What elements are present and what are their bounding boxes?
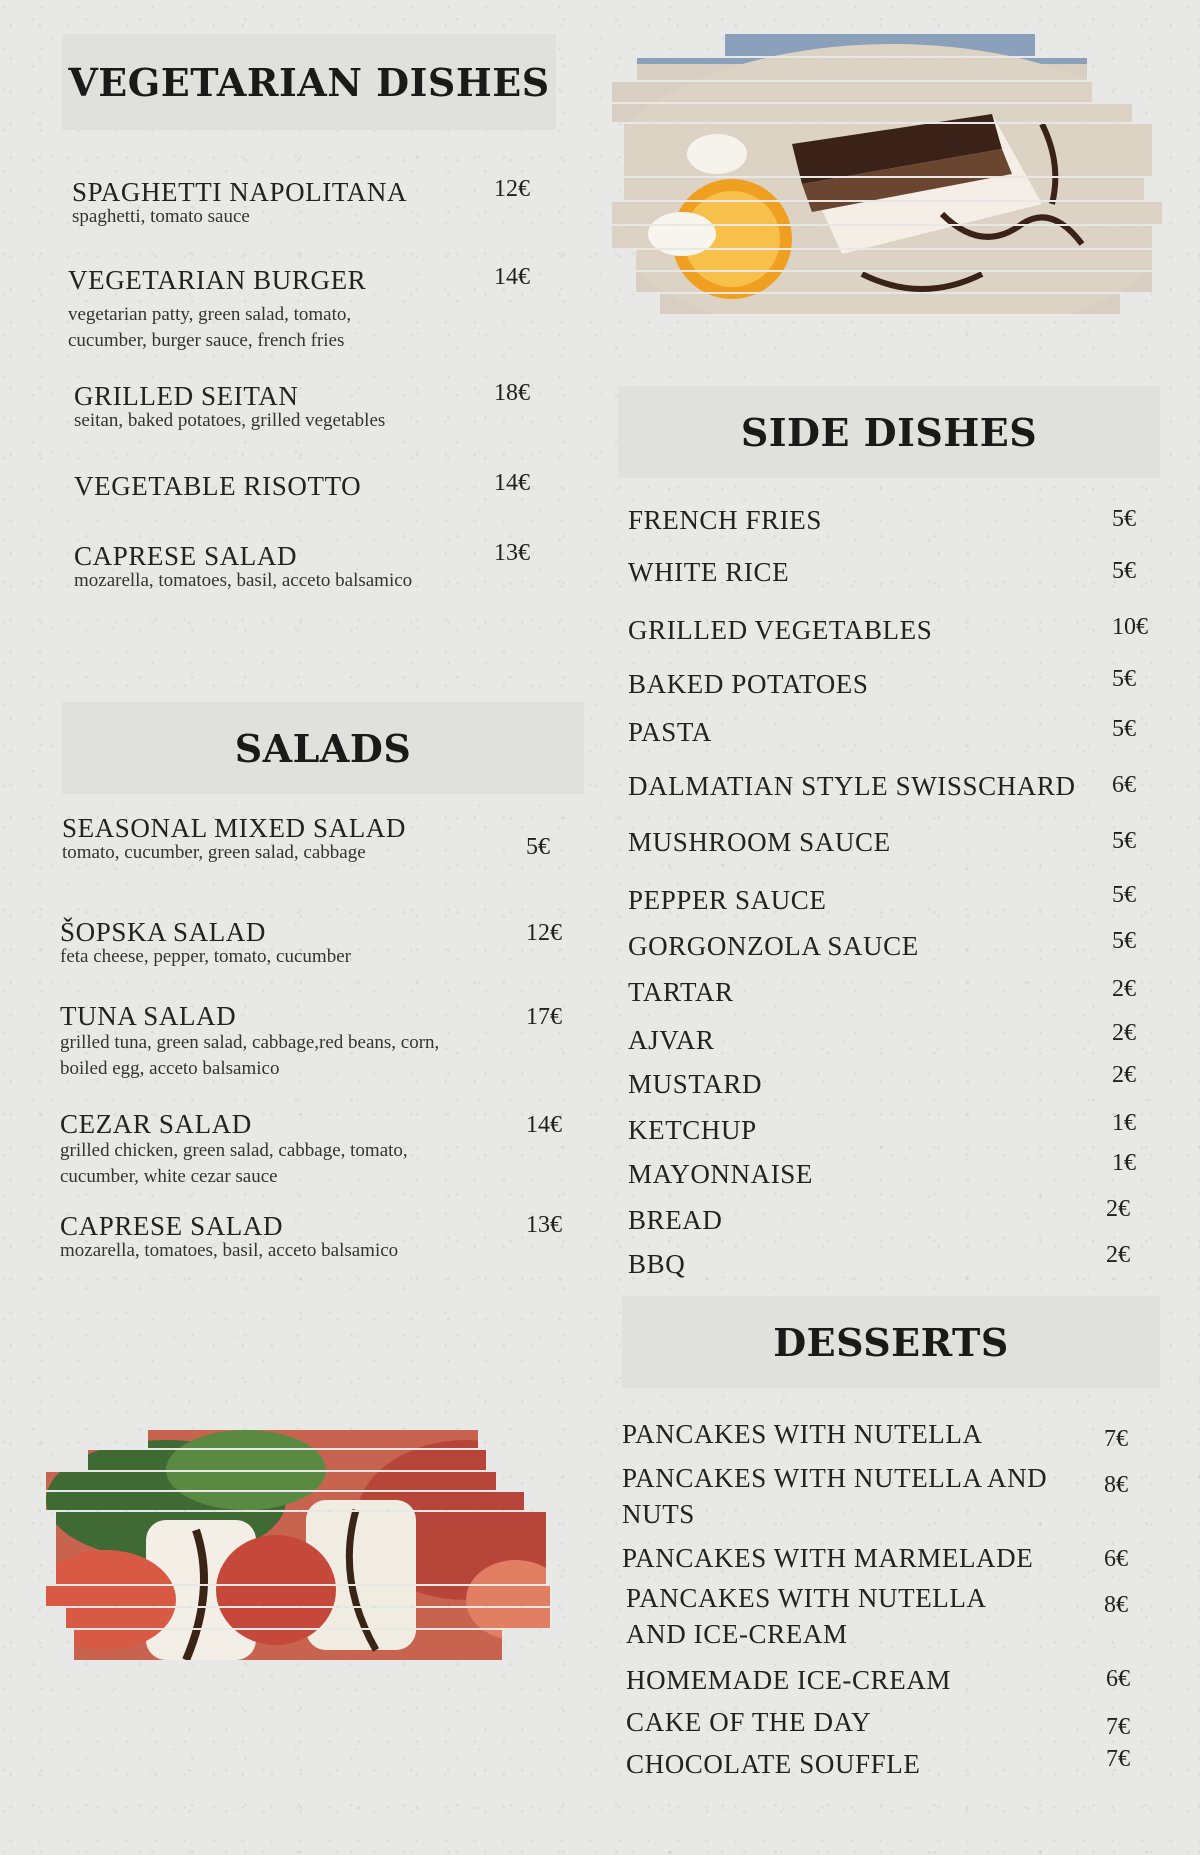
side-item: PASTA	[628, 717, 712, 747]
salad-price-cezar: 14€	[526, 1112, 562, 1138]
salads-title: SALADS	[62, 702, 584, 794]
vegetarian-price-burger: 14€	[494, 264, 530, 290]
dessert-price: 6€	[1106, 1666, 1130, 1692]
vegetarian-price-seitan: 18€	[494, 380, 530, 406]
side-item: WHITE RICE	[628, 557, 790, 587]
caprese-salad-photo	[46, 1430, 550, 1664]
dessert-price: 6€	[1104, 1546, 1128, 1572]
side-price: 2€	[1112, 976, 1136, 1002]
side-item: DALMATIAN STYLE SWISSCHARD	[628, 771, 1076, 801]
dessert-price: 7€	[1106, 1714, 1130, 1740]
side-item: KETCHUP	[628, 1115, 757, 1145]
vegetarian-item-burger: VEGETARIAN BURGER vegetarian patty, green salad, tomato, cucumber, burger sauce, french fries	[68, 265, 367, 351]
vegetarian-item-seitan: GRILLED SEITAN seitan, baked potatoes, grilled vegetables	[74, 381, 386, 431]
side-price: 5€	[1112, 558, 1136, 584]
salad-item-cezar: CEZAR SALAD grilled chicken, green salad, cabbage, tomato, cucumber, white cezar sauce	[60, 1109, 408, 1187]
side-price: 5€	[1112, 882, 1136, 908]
side-price: 5€	[1112, 506, 1136, 532]
dessert-item: CAKE OF THE DAY	[626, 1707, 872, 1737]
salad-price-sopska: 12€	[526, 920, 562, 946]
salad-item-seasonal: SEASONAL MIXED SALAD tomato, cucumber, green salad, cabbage	[62, 813, 407, 863]
chocolate-cake-photo	[612, 34, 1162, 330]
dessert-item: PANCAKES WITH NUTELLA	[622, 1419, 983, 1449]
side-item: TARTAR	[628, 977, 734, 1007]
side-item: MUSTARD	[628, 1069, 763, 1099]
side-item: GRILLED VEGETABLES	[628, 615, 933, 645]
side-price: 5€	[1112, 828, 1136, 854]
side-item: GORGONZOLA SAUCE	[628, 931, 919, 961]
side-dishes-title: SIDE DISHES	[618, 386, 1160, 478]
salad-price-tuna: 17€	[526, 1004, 562, 1030]
dessert-item: PANCAKES WITH NUTELLA AND NUTS	[622, 1463, 1048, 1529]
side-price: 1€	[1112, 1110, 1136, 1136]
salad-price-caprese: 13€	[526, 1212, 562, 1238]
side-item: BREAD	[628, 1205, 723, 1235]
side-item: AJVAR	[628, 1025, 715, 1055]
side-item: MUSHROOM SAUCE	[628, 827, 891, 857]
vegetarian-item-risotto: VEGETABLE RISOTTO	[74, 471, 362, 501]
dessert-price: 8€	[1104, 1472, 1128, 1498]
side-price: 2€	[1106, 1196, 1130, 1222]
dessert-item: PANCAKES WITH MARMELADE	[622, 1543, 1034, 1573]
vegetarian-dishes-title: VEGETARIAN DISHES	[62, 34, 556, 130]
salad-item-tuna: TUNA SALAD grilled tuna, green salad, cabbage,red beans, corn, boiled egg, acceto balsamico	[60, 1001, 440, 1079]
dessert-price: 7€	[1104, 1426, 1128, 1452]
salad-illustration-icon	[46, 1430, 550, 1664]
side-item: BAKED POTATOES	[628, 669, 869, 699]
vegetarian-item-spaghetti: SPAGHETTI NAPOLITANA spaghetti, tomato sauce	[72, 177, 408, 227]
side-item: PEPPER SAUCE	[628, 885, 827, 915]
desserts-title: DESSERTS	[622, 1296, 1160, 1388]
dessert-item: CHOCOLATE SOUFFLE	[626, 1749, 921, 1779]
dessert-item: HOMEMADE ICE-CREAM	[626, 1665, 952, 1695]
side-price: 5€	[1112, 928, 1136, 954]
vegetarian-price-caprese: 13€	[494, 540, 530, 566]
side-price: 5€	[1112, 666, 1136, 692]
side-price: 10€	[1112, 614, 1148, 640]
salad-price-seasonal: 5€	[526, 834, 550, 860]
vegetarian-item-caprese: CAPRESE SALAD mozarella, tomatoes, basil, acceto balsamico	[74, 541, 413, 591]
salad-item-sopska: ŠOPSKA SALAD feta cheese, pepper, tomato, cucumber	[60, 917, 351, 967]
side-price: 1€	[1112, 1150, 1136, 1176]
side-price: 2€	[1112, 1020, 1136, 1046]
side-item: FRENCH FRIES	[628, 505, 822, 535]
side-price: 5€	[1112, 716, 1136, 742]
side-price: 2€	[1112, 1062, 1136, 1088]
salad-item-caprese: CAPRESE SALAD mozarella, tomatoes, basil, acceto balsamico	[60, 1211, 399, 1261]
dessert-price: 8€	[1104, 1592, 1128, 1618]
dessert-price: 7€	[1106, 1746, 1130, 1772]
vegetarian-price-risotto: 14€	[494, 470, 530, 496]
side-item: BBQ	[628, 1249, 686, 1279]
side-price: 2€	[1106, 1242, 1130, 1268]
dessert-item: PANCAKES WITH NUTELLA AND ICE-CREAM	[626, 1583, 986, 1649]
cake-illustration-icon	[612, 34, 1162, 330]
vegetarian-price-spaghetti: 12€	[494, 176, 530, 202]
side-item: MAYONNAISE	[628, 1159, 814, 1189]
side-price: 6€	[1112, 772, 1136, 798]
